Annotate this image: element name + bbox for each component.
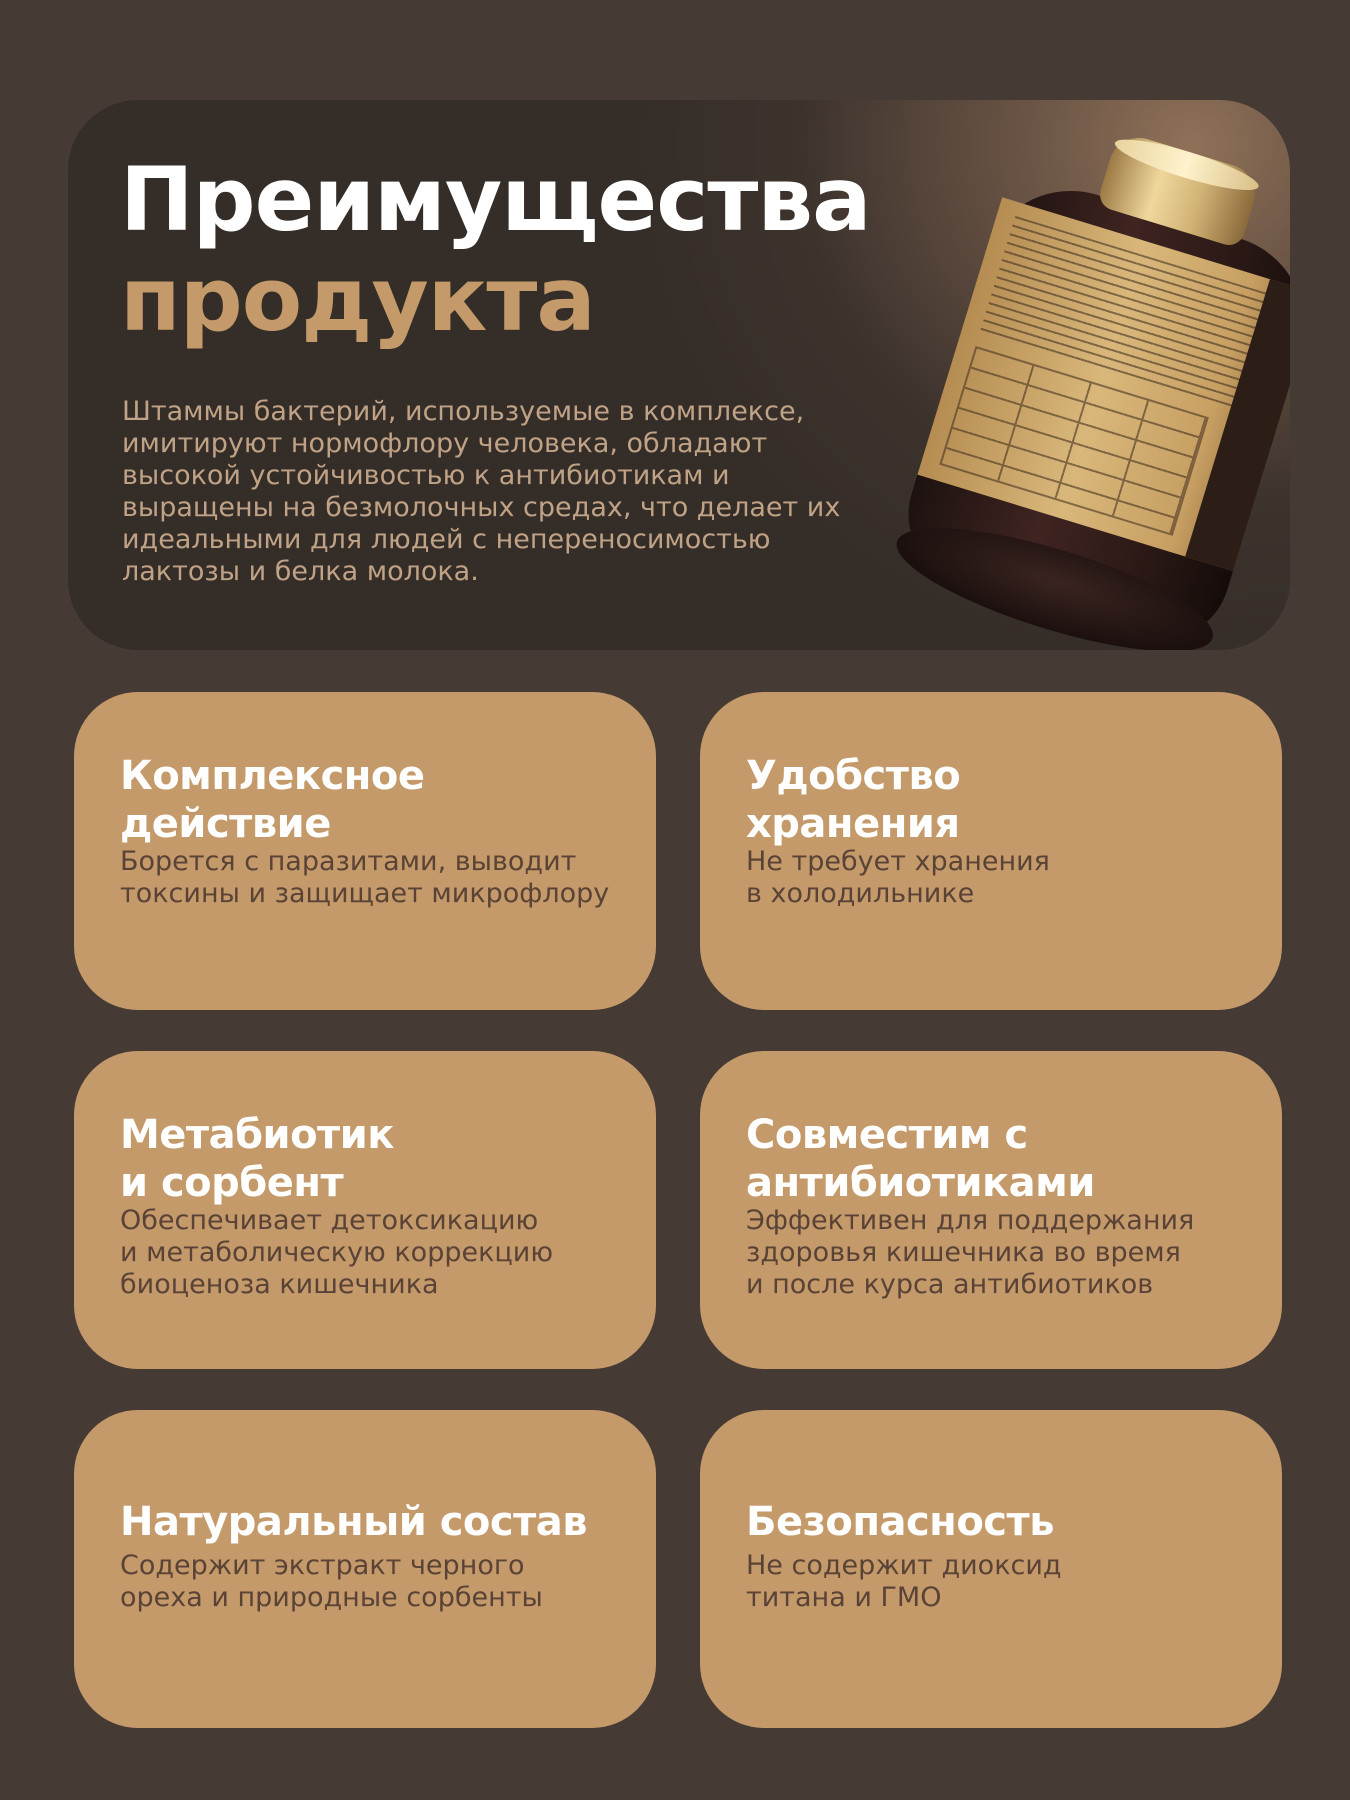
feature-title-line: Совместим с [746, 1112, 1028, 1158]
feature-text-line: титана и ГМО [746, 1582, 942, 1613]
feature-text-line: и после курса антибиотиков [746, 1269, 1154, 1300]
feature-title-line: Комплексное [120, 753, 425, 799]
feature-title-line: Натуральный состав [120, 1499, 588, 1545]
page-title-line2: продукта [120, 248, 595, 351]
feature-title-line: Удобство [746, 753, 961, 799]
page-title-line1: Преимущества [120, 148, 871, 251]
feature-card-antibiotics [700, 1051, 1282, 1369]
feature-text [120, 846, 620, 910]
feature-title-line: антибиотиками [746, 1160, 1095, 1206]
feature-title [746, 1111, 1095, 1207]
feature-title [120, 1498, 587, 1546]
feature-text [120, 1205, 620, 1301]
feature-card-natural [74, 1410, 656, 1728]
feature-title [746, 752, 960, 848]
feature-title-line: Метабиотик [120, 1112, 394, 1158]
feature-text-line: Не содержит диоксид [746, 1550, 1062, 1581]
feature-text-line: токсины и защищает микрофлору [120, 878, 610, 909]
feature-text [746, 1550, 1246, 1614]
feature-text-line: Эффективен для поддержания [746, 1205, 1195, 1236]
feature-card-metabiotic [74, 1051, 656, 1369]
feature-text-line: Не требует хранения [746, 846, 1050, 877]
feature-title [120, 752, 425, 848]
hero-banner [68, 100, 1290, 650]
feature-text [120, 1550, 620, 1614]
feature-text-line: Обеспечивает детоксикацию [120, 1205, 539, 1236]
feature-title [746, 1498, 1054, 1546]
feature-text-line: в холодильнике [746, 878, 975, 909]
bottle-cap-rim [1111, 130, 1262, 199]
feature-text-line: Содержит экстракт черного [120, 1550, 525, 1581]
feature-card-storage [700, 692, 1282, 1010]
feature-title-line: действие [120, 801, 331, 847]
feature-text-line: и метаболическую коррекцию [120, 1237, 554, 1268]
feature-text-line: биоценоза кишечника [120, 1269, 439, 1300]
hero-description: Штаммы бактерий, используемые в комплексе, имитируют нормофлору человека, обладают высокой устойчивостью к антибиотикам и выращены на безмолочных средах, что делает их идеальными для людей с непереносимостью лактозы и белка молока. [122, 396, 841, 587]
product-bottle-image [888, 130, 1290, 650]
feature-card-complex-action [74, 692, 656, 1010]
feature-text-line: Борется с паразитами, выводит [120, 846, 577, 877]
feature-title-line: Безопасность [746, 1499, 1054, 1545]
feature-text [746, 846, 1246, 910]
feature-text [746, 1205, 1246, 1301]
feature-title-line: хранения [746, 801, 960, 847]
feature-title [120, 1111, 394, 1207]
feature-text-line: здоровья кишечника во время [746, 1237, 1181, 1268]
feature-title-line: и сорбент [120, 1160, 344, 1206]
feature-card-safety [700, 1410, 1282, 1728]
feature-text-line: ореха и природные сорбенты [120, 1582, 543, 1613]
page-title [120, 150, 870, 350]
